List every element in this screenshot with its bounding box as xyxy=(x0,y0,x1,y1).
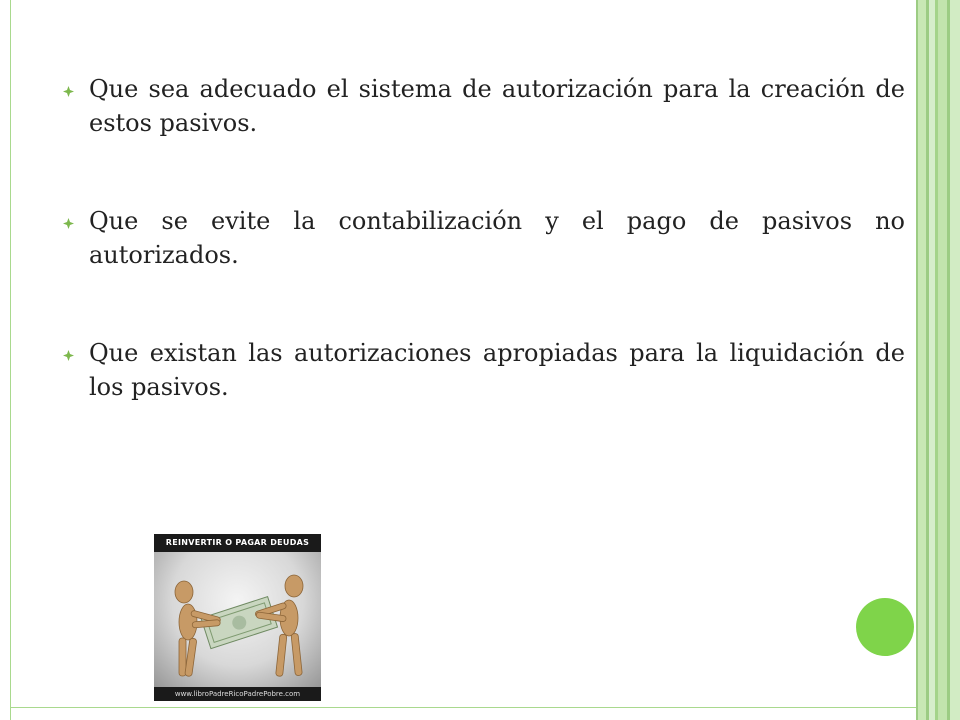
wooden-figures-icon xyxy=(154,552,321,687)
image-banner: REINVERTIR O PAGAR DEUDAS xyxy=(154,534,321,552)
diamond-bullet-icon xyxy=(63,218,74,229)
bullet-item xyxy=(63,204,905,272)
bullet-text: Que se evite la contabilización y el pago de pasivos no autorizados. xyxy=(89,207,905,269)
decorative-circle xyxy=(856,598,914,656)
slide-frame-bottom xyxy=(10,707,940,708)
debt-illustration-image xyxy=(154,534,321,701)
diamond-bullet-icon xyxy=(63,350,74,361)
bullet-text: Que existan las autorizaciones apropiadas para la liquidación de los pasivos. xyxy=(89,339,905,401)
bullet-list xyxy=(63,72,905,468)
decorative-stripes xyxy=(918,0,960,720)
bullet-item xyxy=(63,336,905,404)
diamond-bullet-icon xyxy=(63,86,74,97)
slide-frame-left xyxy=(10,0,11,720)
bullet-item xyxy=(63,72,905,140)
bullet-text: Que sea adecuado el sistema de autorización para la creación de estos pasivos. xyxy=(89,75,905,137)
image-footer: www.libroPadreRicoPadrePobre.com xyxy=(154,687,321,701)
